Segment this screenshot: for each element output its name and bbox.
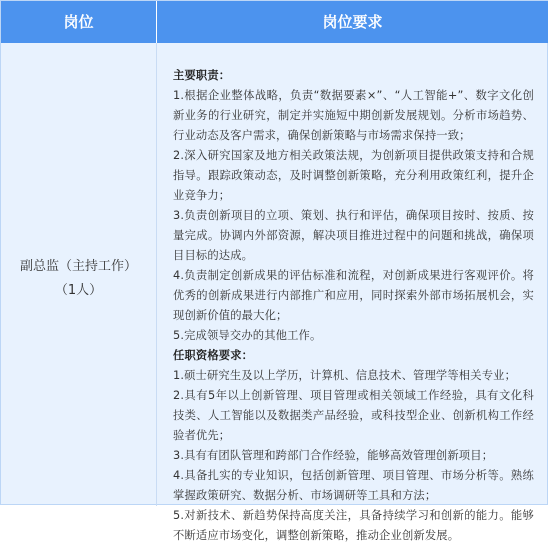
position-title: 副总监（主持工作） (19, 258, 137, 274)
qual-item: 1.硕士研究生及以上学历，计算机、信息技术、管理学等相关专业； (173, 369, 517, 382)
requirements-cell (157, 43, 548, 542)
duty-item: 2.深入研究国家及地方相关政策法规，为创新项目提供政策支持和合规指导。跟踪政策动态，及时调整创新策略，充分利用政策红利，提升企业竞争力； (173, 149, 534, 202)
position-count: （1人） (54, 282, 103, 298)
duty-item: 4.负责制定创新成果的评估标准和流程，对创新成果进行客观评价。将优秀的创新成果进行内部推广和应用，同时探索外部市场拓展机会，实现创新价值的最大化； (173, 269, 534, 322)
duty-item: 5.完成领导交办的其他工作。 (173, 329, 322, 342)
position-cell (1, 43, 156, 506)
header-requirements: 岗位要求 (157, 1, 548, 43)
quals-title: 任职资格要求： (173, 349, 254, 362)
qual-item: 4.具备扎实的专业知识，包括创新管理、项目管理、市场分析等。熟练掌握政策研究、数据分析、市场调研等工具和方法； (173, 469, 534, 502)
duty-item: 1.根据企业整体战略，负责“数据要素×”、“人工智能+”、数字文化创新业务的行业研究，制定并实施短中期创新发展规划。分析市场趋势、行业动态及客户需求，确保创新策略与市场需求保持一致； (173, 89, 534, 142)
duty-item: 3.负责创新项目的立项、策划、执行和评估，确保项目按时、按质、按量完成。协调内外部资源，解决项目推进过程中的问题和挑战，确保项目目标的达成。 (173, 209, 534, 262)
qual-item: 3.具有有团队管理和跨部门合作经验，能够高效管理创新项目； (173, 449, 494, 462)
position-text (20, 255, 137, 303)
qual-item: 5.对新技术、新趋势保持高度关注，具备持续学习和创新的能力。能够不断适应市场变化，调整创新策略，推动企业创新发展。 (173, 509, 534, 542)
header-position: 岗位 (1, 1, 156, 43)
qual-item: 2.具有5年以上创新管理、项目管理或相关领域工作经验，具有文化科技类、人工智能以及数据类产品经验，或科技型企业、创新机构工作经验者优先； (173, 389, 534, 442)
duties-title: 主要职责： (173, 69, 231, 82)
